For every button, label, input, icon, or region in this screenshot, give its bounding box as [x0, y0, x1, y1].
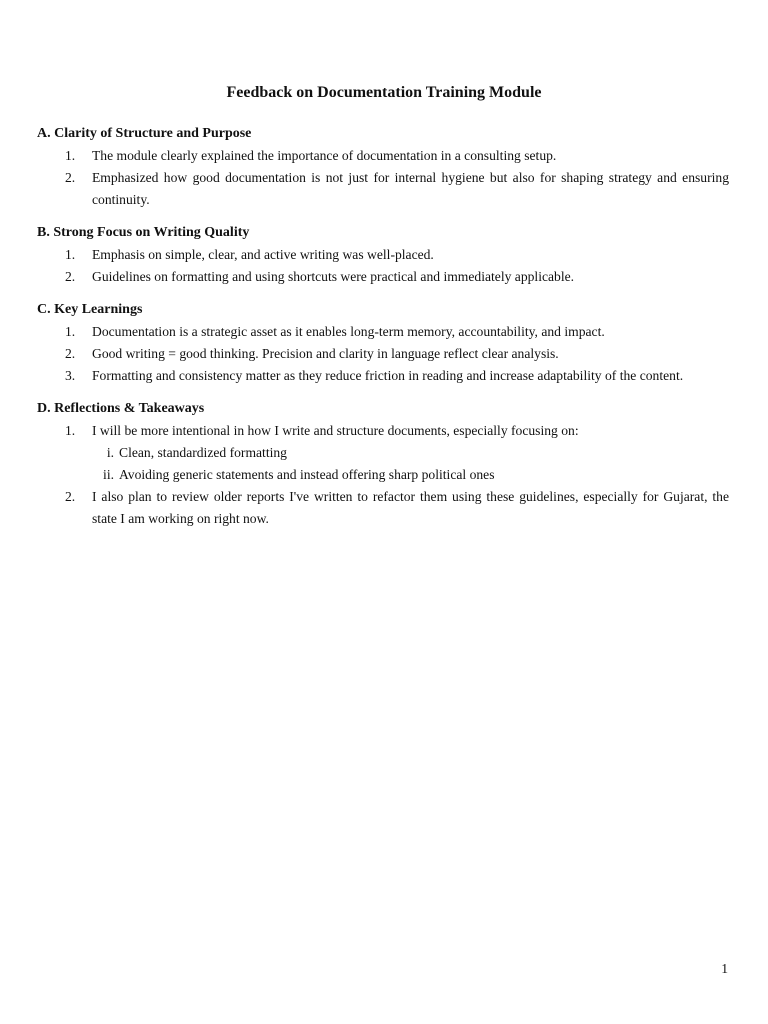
list-number: 1. — [65, 148, 76, 163]
list-item-text: Emphasized how good documentation is not just for internal hygiene but also for shaping strategy and ensuring continuity. — [92, 170, 729, 207]
section-clarity — [37, 123, 729, 211]
list-item-text: I also plan to review older reports I've written to refactor them using these guidelines, especially for Gujarat, the state I am working on right now. — [92, 489, 729, 526]
sub-list-item-text: Clean, standardized formatting — [119, 445, 287, 460]
section-key-learnings — [37, 299, 729, 387]
list-item-text: Guidelines on formatting and using shortcuts were practical and immediately applicable. — [92, 269, 575, 284]
list-item — [37, 145, 729, 167]
section-writing-quality — [37, 222, 729, 288]
list-item — [37, 486, 729, 530]
numbered-list — [37, 244, 729, 288]
list-item — [37, 420, 729, 442]
sub-list-numeral: i. — [106, 445, 114, 460]
list-number: 1. — [65, 423, 76, 438]
list-item — [37, 266, 729, 288]
document-title: Feedback on Documentation Training Module — [226, 84, 542, 101]
list-number: 2. — [65, 170, 76, 185]
list-item-text: The module clearly explained the importance of documentation in a consulting setup. — [92, 148, 557, 163]
list-number: 3. — [65, 368, 76, 383]
sub-list-item-text: Avoiding generic statements and instead offering sharp political ones — [119, 467, 495, 482]
section-heading: D. Reflections & Takeaways — [37, 401, 205, 416]
section-reflections — [37, 398, 729, 530]
list-item — [37, 343, 729, 365]
list-item-text: Good writing = good thinking. Precision and clarity in language reflect clear analysis. — [92, 346, 559, 361]
page-number: 1 — [721, 961, 728, 976]
numbered-list — [37, 420, 729, 530]
list-item-text: I will be more intentional in how I write and structure documents, especially focusing on: — [92, 423, 579, 438]
list-item — [37, 167, 729, 211]
list-item-text: Documentation is a strategic asset as it enables long-term memory, accountability, and impact. — [92, 324, 605, 339]
sub-list-item — [37, 464, 729, 486]
sub-list-numeral: ii. — [103, 467, 114, 482]
list-item — [37, 244, 729, 266]
list-item-text: Emphasis on simple, clear, and active writing was well-placed. — [92, 247, 434, 262]
section-heading: C. Key Learnings — [37, 302, 143, 317]
list-item-text: Formatting and consistency matter as they reduce friction in reading and increase adaptability of the content. — [92, 368, 684, 383]
list-item — [37, 321, 729, 343]
section-heading: B. Strong Focus on Writing Quality — [37, 225, 250, 240]
list-number: 2. — [65, 269, 76, 284]
list-item — [37, 365, 729, 387]
numbered-list — [37, 321, 729, 387]
document-body — [37, 123, 729, 541]
list-number: 2. — [65, 489, 76, 504]
list-number: 1. — [65, 247, 76, 262]
section-heading: A. Clarity of Structure and Purpose — [37, 126, 252, 141]
list-number: 2. — [65, 346, 76, 361]
sub-list-item — [37, 442, 729, 464]
numbered-list — [37, 145, 729, 211]
list-number: 1. — [65, 324, 76, 339]
